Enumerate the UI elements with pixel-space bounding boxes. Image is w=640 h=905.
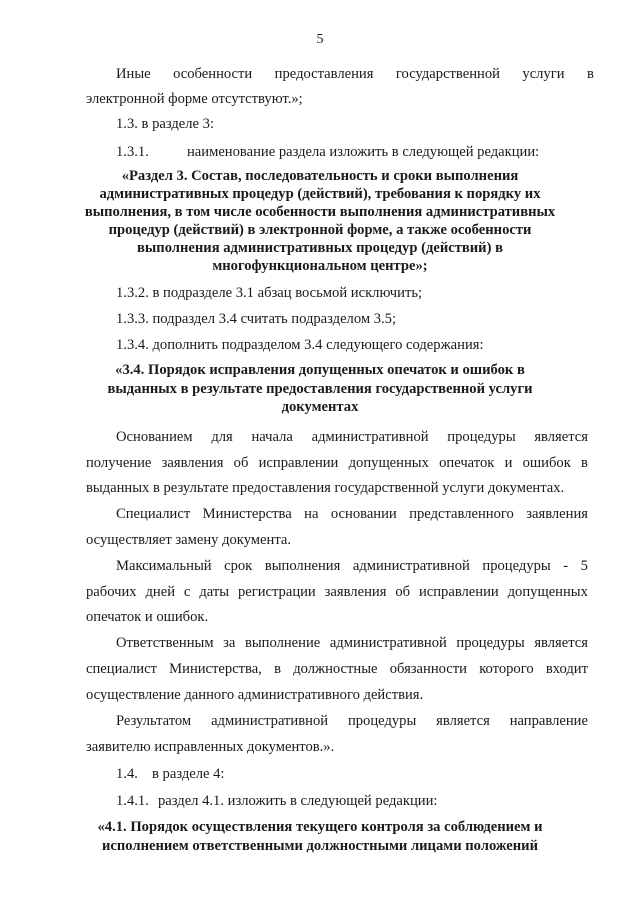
- word: Министерства: [202, 506, 292, 522]
- word: заявления: [526, 506, 588, 522]
- word: об: [395, 584, 411, 600]
- paragraph-line: [116, 557, 588, 575]
- subsection-heading-line: «3.4. Порядок исправления допущенных опечаток и ошибок в: [115, 362, 525, 378]
- word: -: [563, 558, 569, 574]
- word: Максимальный: [116, 558, 212, 574]
- section-heading-line: административных процедур (действий), требования к порядку их: [99, 186, 541, 202]
- word: процедуры: [482, 558, 551, 574]
- word: 5: [580, 558, 588, 574]
- word: обязанности: [389, 661, 467, 677]
- paragraph-line: осуществляет замену документа.: [86, 532, 291, 548]
- word: услуги: [522, 66, 565, 82]
- paragraph-line: [116, 505, 588, 523]
- paragraph-line: опечаток и ошибок.: [86, 609, 209, 625]
- word: является: [436, 713, 490, 729]
- word: для: [211, 429, 233, 445]
- page-number: 5: [316, 32, 324, 47]
- word: государственной: [395, 66, 500, 82]
- paragraph-line: [116, 634, 588, 652]
- item-1-3-1-number: 1.3.1.: [116, 144, 149, 160]
- word: за: [223, 635, 236, 651]
- word: представленного: [409, 506, 514, 522]
- subsection-heading-line: выданных в результате предоставления государственной услуги: [107, 381, 533, 397]
- word: на: [304, 506, 319, 522]
- paragraph-line: заявителю исправленных документов.».: [86, 739, 335, 755]
- paragraph-line: осуществление данного административного действия.: [86, 687, 424, 703]
- word: является: [534, 429, 588, 445]
- paragraph-line: [116, 428, 588, 446]
- word: предоставления: [274, 66, 374, 82]
- word: в: [581, 455, 588, 471]
- section-heading-line: выполнения административных процедур (действий) в: [137, 240, 503, 256]
- paragraph-line: [116, 65, 594, 83]
- word: исправлении: [418, 584, 499, 600]
- section-heading-line: «Раздел 3. Состав, последовательность и сроки выполнения: [121, 168, 519, 184]
- item-1-3-3: 1.3.3. подраздел 3.4 считать подразделом 3.5;: [116, 311, 397, 327]
- word: в: [274, 661, 281, 677]
- word: входит: [545, 661, 588, 677]
- word: основании: [330, 506, 397, 522]
- paragraph-line: [86, 454, 588, 472]
- section-heading-line: процедур (действий) в электронной форме, а также особенности: [108, 222, 532, 238]
- word: процедуры: [456, 635, 525, 651]
- word: ошибок: [522, 455, 571, 471]
- paragraph-line: [116, 712, 588, 730]
- item-1-3-1-text: наименование раздела изложить в следующей редакции:: [187, 144, 540, 160]
- item-1-4-1-text: раздел 4.1. изложить в следующей редакции:: [158, 793, 438, 809]
- word: дней: [145, 584, 176, 600]
- word: направление: [509, 713, 588, 729]
- word: административной: [211, 713, 329, 729]
- word: административной: [352, 558, 470, 574]
- word: административной: [311, 429, 429, 445]
- word: заявления: [324, 584, 387, 600]
- subsection-heading-line: документах: [281, 399, 359, 415]
- word: заявления: [161, 455, 224, 471]
- item-1-4-number: 1.4.: [116, 766, 138, 782]
- word: которого: [479, 661, 534, 677]
- word: является: [534, 635, 588, 651]
- word: выполнение: [244, 635, 321, 651]
- word: Специалист: [116, 506, 191, 522]
- word: получение: [86, 455, 152, 471]
- word: регистрации: [237, 584, 316, 600]
- word: рабочих: [86, 584, 137, 600]
- word: допущенных: [348, 455, 429, 471]
- word: Иные: [116, 66, 151, 82]
- item-1-4-text: в разделе 4:: [152, 766, 225, 782]
- word: об: [233, 455, 249, 471]
- word: Ответственным: [116, 635, 214, 651]
- word: особенности: [173, 66, 253, 82]
- word: выполнения: [264, 558, 341, 574]
- item-1-4-1-number: 1.4.1.: [116, 793, 149, 809]
- item-1-3-2: 1.3.2. в подразделе 3.1 абзац восьмой исключить;: [116, 285, 423, 301]
- section-heading-line: многофункциональном центре»;: [212, 258, 428, 274]
- section-heading-line: исполнением ответственными должностными лицами положений: [102, 838, 538, 854]
- word: должностные: [293, 661, 378, 677]
- word: опечаток: [439, 455, 495, 471]
- section-heading-line: «4.1. Порядок осуществления текущего контроля за соблюдением и: [97, 819, 543, 835]
- word: исправлении: [258, 455, 339, 471]
- item-1-3: 1.3. в разделе 3:: [116, 116, 215, 132]
- paragraph-line: выданных в результате предоставления государственной услуги документах.: [86, 480, 565, 496]
- item-1-3-4: 1.3.4. дополнить подразделом 3.4 следующего содержания:: [116, 337, 484, 353]
- word: с: [183, 584, 191, 600]
- word: административной: [329, 635, 447, 651]
- word: процедуры: [447, 429, 516, 445]
- section-heading-line: выполнения, в том числе особенности выполнения административных: [84, 204, 556, 220]
- paragraph-line: [86, 660, 588, 678]
- word: даты: [199, 584, 230, 600]
- word: Результатом: [116, 713, 192, 729]
- word: допущенных: [507, 584, 588, 600]
- word: срок: [224, 558, 253, 574]
- word: и: [504, 455, 513, 471]
- word: Основанием: [116, 429, 193, 445]
- word: специалист: [86, 661, 157, 677]
- paragraph-line: [86, 583, 588, 601]
- paragraph-line: электронной форме отсутствуют.»;: [86, 91, 303, 107]
- word: процедуры: [347, 713, 417, 729]
- word: начала: [251, 429, 293, 445]
- word: Министерства,: [169, 661, 262, 677]
- word: в: [587, 66, 594, 82]
